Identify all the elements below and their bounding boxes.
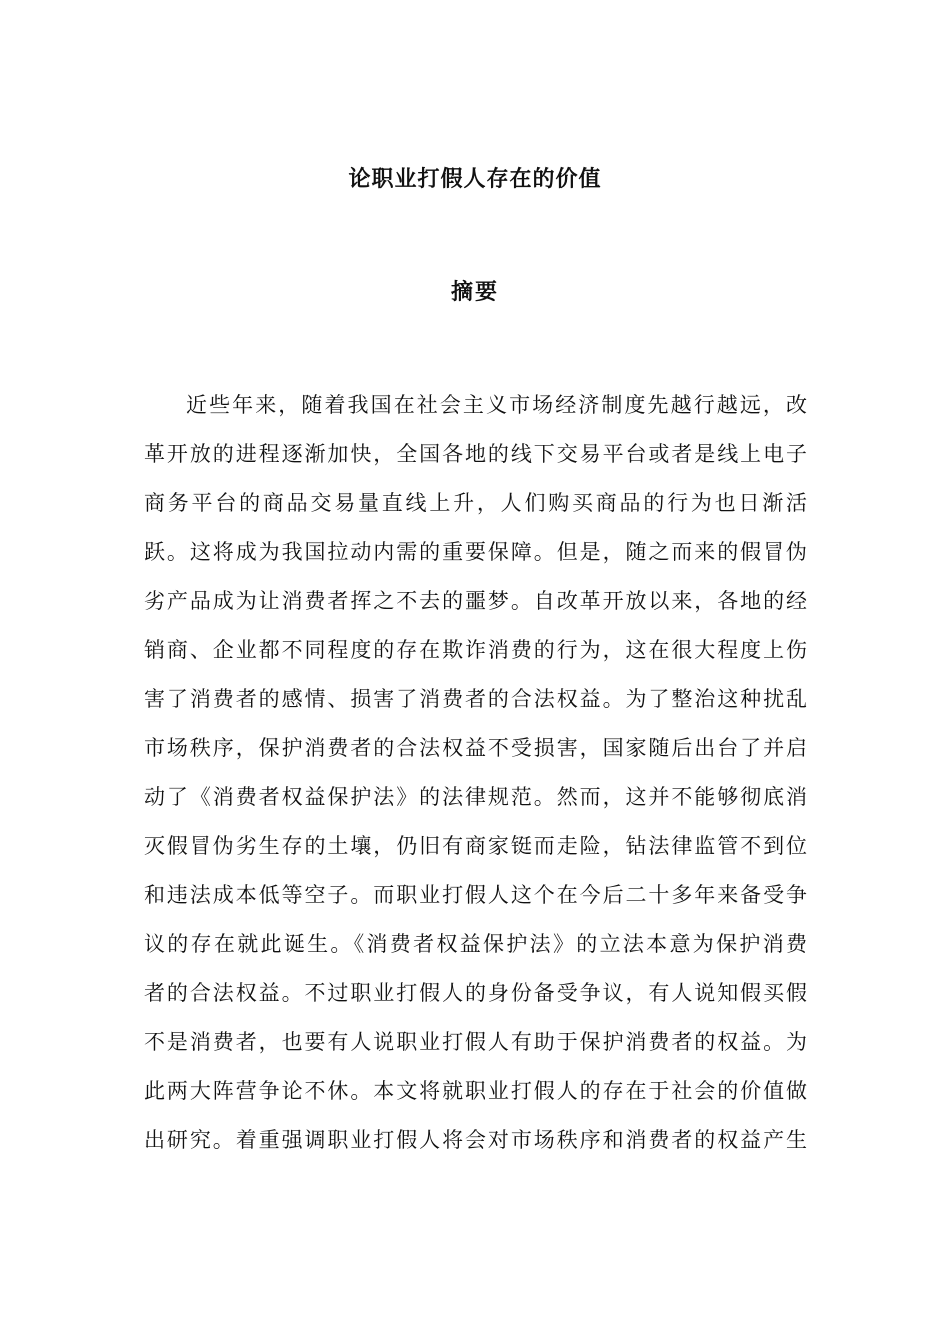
abstract-line: 害了消费者的感情、损害了消费者的合法权益。为了整治这种扰乱 xyxy=(144,687,807,711)
abstract-line: 商务平台的商品交易量直线上升，人们购买商品的行为也日渐活 xyxy=(144,491,807,515)
abstract-line: 近些年来，随着我国在社会主义市场经济制度先越行越远，改 xyxy=(186,393,807,417)
abstract-line: 灭假冒伪劣生存的土壤，仍旧有商家铤而走险，钻法律监管不到位 xyxy=(144,834,807,858)
abstract-line: 劣产品成为让消费者挥之不去的噩梦。自改革开放以来，各地的经 xyxy=(144,589,807,613)
abstract-line: 市场秩序，保护消费者的合法权益不受损害，国家随后出台了并启 xyxy=(144,736,807,760)
abstract-line: 革开放的进程逐渐加快，全国各地的线下交易平台或者是线上电子 xyxy=(144,442,807,466)
abstract-line: 跃。这将成为我国拉动内需的重要保障。但是，随之而来的假冒伪 xyxy=(144,540,807,564)
abstract-line: 动了《消费者权益保护法》的法律规范。然而，这并不能够彻底消 xyxy=(144,785,807,809)
abstract-line: 议的存在就此诞生。《消费者权益保护法》的立法本意为保护消费 xyxy=(144,932,807,956)
abstract-line: 不是消费者，也要有人说职业打假人有助于保护消费者的权益。为 xyxy=(144,1030,807,1054)
abstract-line: 者的合法权益。不过职业打假人的身份备受争议，有人说知假买假 xyxy=(144,981,807,1005)
abstract-heading: 摘要 xyxy=(450,279,499,305)
abstract-line: 和违法成本低等空子。而职业打假人这个在今后二十多年来备受争 xyxy=(144,883,807,907)
abstract-line: 此两大阵营争论不休。本文将就职业打假人的存在于社会的价值做 xyxy=(144,1079,807,1103)
abstract-line: 销商、企业都不同程度的存在欺诈消费的行为，这在很大程度上伤 xyxy=(144,638,807,662)
abstract-line: 出研究。着重强调职业打假人将会对市场秩序和消费者的权益产生 xyxy=(144,1128,807,1152)
document-title: 论职业打假人存在的价值 xyxy=(348,166,602,192)
